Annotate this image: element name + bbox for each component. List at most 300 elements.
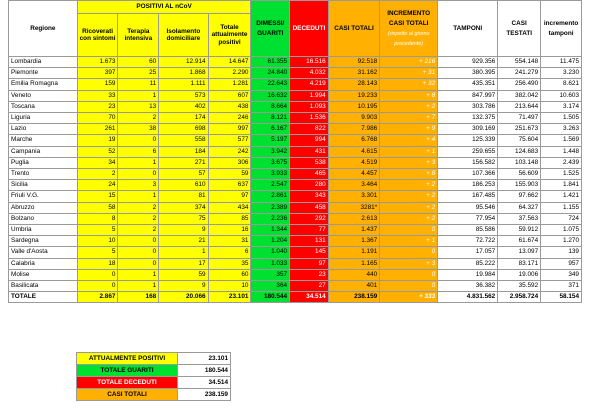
summary-label: TOTALE GUARITI	[77, 365, 178, 377]
cell-casi-totali: 10.195	[328, 101, 380, 112]
cell-casi-totali: 9.903	[328, 113, 380, 124]
table-row	[9, 135, 582, 146]
cell-regione: Abruzzo	[9, 202, 78, 213]
cell-regione: Toscana	[9, 101, 78, 112]
covid-regions-table	[8, 0, 582, 303]
table-body	[9, 57, 582, 303]
cell-ricoverati: 397	[77, 68, 118, 79]
header-incremento-casi	[380, 1, 438, 57]
cell-regione: Basilicata	[9, 281, 78, 292]
cell-casi-testati: 213.644	[498, 101, 541, 112]
cell-terapia: 0	[118, 135, 159, 146]
cell-deceduti: 27	[290, 281, 329, 292]
cell-incremento-casi: + 3	[380, 258, 438, 269]
cell-deceduti: 16.516	[290, 57, 329, 68]
cell-deceduti: 4.032	[290, 68, 329, 79]
cell-casi-totali: 238.159	[328, 292, 380, 303]
cell-terapia: 1	[118, 281, 159, 292]
cell-dimessi: 1.040	[251, 247, 290, 258]
cell-isolamento: 81	[159, 191, 208, 202]
cell-terapia: 1	[118, 269, 159, 280]
cell-deceduti: 23	[290, 269, 329, 280]
table-row	[9, 90, 582, 101]
cell-isolamento: 374	[159, 202, 208, 213]
cell-dimessi: 3.675	[251, 157, 290, 168]
cell-dimessi: 8.664	[251, 101, 290, 112]
cell-incremento-tamponi: 10.603	[541, 90, 582, 101]
cell-isolamento: 9	[159, 225, 208, 236]
cell-terapia: 6	[118, 146, 159, 157]
cell-isolamento: 21	[159, 236, 208, 247]
cell-casi-totali: 440	[328, 269, 380, 280]
cell-totale-positivi: 306	[208, 157, 251, 168]
summary-table	[76, 352, 231, 401]
cell-totale-positivi: 637	[208, 180, 251, 191]
cell-casi-testati: 35.592	[498, 281, 541, 292]
cell-deceduti: 458	[290, 202, 329, 213]
cell-tamponi: 125.339	[438, 135, 498, 146]
cell-casi-testati: 71.497	[498, 113, 541, 124]
cell-tamponi: 309.169	[438, 124, 498, 135]
cell-terapia: 168	[118, 292, 159, 303]
cell-incremento-tamponi: 724	[541, 213, 582, 224]
table-row	[9, 213, 582, 224]
cell-casi-testati: 83.171	[498, 258, 541, 269]
cell-dimessi: 364	[251, 281, 290, 292]
table-row	[9, 146, 582, 157]
cell-totale-positivi: 97	[208, 191, 251, 202]
cell-tamponi: 167.485	[438, 191, 498, 202]
cell-ricoverati: 18	[77, 258, 118, 269]
header-incremento-casi-label: INCREMENTO CASI TOTALI	[387, 9, 431, 27]
cell-casi-testati: 554.148	[498, 57, 541, 68]
cell-casi-testati: 155.903	[498, 180, 541, 191]
cell-regione: Lombardia	[9, 57, 78, 68]
cell-ricoverati: 58	[77, 202, 118, 213]
cell-incremento-casi: + 1	[380, 146, 438, 157]
table-row	[9, 247, 582, 258]
cell-ricoverati: 33	[77, 90, 118, 101]
header-casi-testati: CASI TESTATI	[498, 1, 541, 57]
cell-terapia: 1	[118, 90, 159, 101]
cell-incremento-tamponi: 349	[541, 269, 582, 280]
cell-deceduti: 77	[290, 225, 329, 236]
cell-regione: Emilia Romagna	[9, 79, 78, 90]
cell-incremento-tamponi: 1.505	[541, 113, 582, 124]
cell-deceduti: 431	[290, 146, 329, 157]
cell-ricoverati: 0	[77, 281, 118, 292]
cell-regione: Sicilia	[9, 180, 78, 191]
header-totale-positivi: Totale attualmente positivi	[208, 14, 251, 57]
cell-dimessi: 16.632	[251, 90, 290, 101]
cell-regione: Puglia	[9, 157, 78, 168]
cell-terapia: 2	[118, 225, 159, 236]
cell-incremento-casi: + 2	[380, 202, 438, 213]
cell-deceduti: 1.536	[290, 113, 329, 124]
table-row	[9, 169, 582, 180]
cell-incremento-tamponi: 1.569	[541, 135, 582, 146]
cell-isolamento: 1.111	[159, 79, 208, 90]
header-dimessi: DIMESSI/ GUARITI	[251, 1, 290, 57]
cell-regione: Trento	[9, 169, 78, 180]
cell-isolamento: 174	[159, 113, 208, 124]
cell-tamponi: 85.586	[438, 225, 498, 236]
cell-terapia: 0	[118, 247, 159, 258]
cell-deceduti: 34.514	[290, 292, 329, 303]
cell-regione: Sardegna	[9, 236, 78, 247]
cell-terapia: 2	[118, 213, 159, 224]
cell-incremento-tamponi: 3.230	[541, 68, 582, 79]
cell-incremento-casi: 0	[380, 269, 438, 280]
cell-ricoverati: 8	[77, 213, 118, 224]
cell-casi-totali: 31.162	[328, 68, 380, 79]
cell-deceduti: 145	[290, 247, 329, 258]
cell-casi-testati: 19.006	[498, 269, 541, 280]
cell-incremento-casi: + 31	[380, 68, 438, 79]
cell-incremento-casi: + 2	[380, 101, 438, 112]
cell-deceduti: 1.093	[290, 101, 329, 112]
cell-totale-positivi: 434	[208, 202, 251, 213]
summary-row	[77, 365, 231, 377]
cell-casi-testati: 75.604	[498, 135, 541, 146]
cell-incremento-tamponi: 1.841	[541, 180, 582, 191]
cell-isolamento: 59	[159, 269, 208, 280]
cell-totale-positivi: 6	[208, 247, 251, 258]
header-isolamento: Isolamento domiciliare	[159, 14, 208, 57]
cell-tamponi: 4.831.562	[438, 292, 498, 303]
cell-totale-positivi: 23.101	[208, 292, 251, 303]
cell-isolamento: 20.066	[159, 292, 208, 303]
cell-ricoverati: 5	[77, 247, 118, 258]
cell-ricoverati: 34	[77, 157, 118, 168]
cell-tamponi: 847.997	[438, 90, 498, 101]
cell-casi-totali: 4.519	[328, 157, 380, 168]
cell-incremento-casi: + 1	[380, 236, 438, 247]
summary-body	[77, 353, 231, 401]
cell-totale-positivi: 1.281	[208, 79, 251, 90]
cell-ricoverati: 23	[77, 101, 118, 112]
cell-ricoverati: 5	[77, 225, 118, 236]
cell-ricoverati: 2.867	[77, 292, 118, 303]
cell-casi-totali: 6.768	[328, 135, 380, 146]
cell-tamponi: 36.382	[438, 281, 498, 292]
cell-terapia: 0	[118, 236, 159, 247]
cell-tamponi: 156.582	[438, 157, 498, 168]
table-row	[9, 225, 582, 236]
cell-tamponi: 19.984	[438, 269, 498, 280]
cell-incremento-tamponi: 3.174	[541, 101, 582, 112]
cell-ricoverati: 1.673	[77, 57, 118, 68]
cell-totale-positivi: 242	[208, 146, 251, 157]
cell-isolamento: 558	[159, 135, 208, 146]
cell-incremento-tamponi: 1.270	[541, 236, 582, 247]
cell-ricoverati: 10	[77, 236, 118, 247]
cell-tamponi: 95.546	[438, 202, 498, 213]
cell-isolamento: 1	[159, 247, 208, 258]
cell-terapia: 1	[118, 191, 159, 202]
cell-terapia: 11	[118, 79, 159, 90]
cell-ricoverati: 70	[77, 113, 118, 124]
cell-terapia: 0	[118, 169, 159, 180]
table-row	[9, 202, 582, 213]
cell-casi-testati: 59.912	[498, 225, 541, 236]
cell-incremento-tamponi: 371	[541, 281, 582, 292]
cell-casi-totali: 3.464	[328, 180, 380, 191]
cell-totale-positivi: 997	[208, 124, 251, 135]
header-terapia: Terapia intensiva	[118, 14, 159, 57]
cell-deceduti: 131	[290, 236, 329, 247]
cell-casi-totali: 1.437	[328, 225, 380, 236]
cell-regione: Liguria	[9, 113, 78, 124]
cell-casi-testati: 64.327	[498, 202, 541, 213]
cell-tamponi: 85.222	[438, 258, 498, 269]
cell-tamponi: 107.366	[438, 169, 498, 180]
cell-tamponi: 435.351	[438, 79, 498, 90]
cell-casi-totali: 1.367	[328, 236, 380, 247]
cell-terapia: 2	[118, 202, 159, 213]
cell-dimessi: 8.121	[251, 113, 290, 124]
table-row	[9, 124, 582, 135]
summary-value: 180.544	[178, 365, 231, 377]
cell-regione: Lazio	[9, 124, 78, 135]
header-ricoverati: Ricoverati con sintomi	[77, 14, 118, 57]
table-row	[9, 191, 582, 202]
cell-ricoverati: 19	[77, 135, 118, 146]
table-row	[9, 68, 582, 79]
cell-tamponi: 186.253	[438, 180, 498, 191]
cell-dimessi: 2.547	[251, 180, 290, 191]
cell-terapia: 1	[118, 157, 159, 168]
cell-casi-totali: 1.191	[328, 247, 380, 258]
cell-totale-positivi: 60	[208, 269, 251, 280]
cell-totale-positivi: 31	[208, 236, 251, 247]
cell-terapia: 0	[118, 258, 159, 269]
cell-regione: Friuli V.G.	[9, 191, 78, 202]
cell-incremento-tamponi: 1.448	[541, 146, 582, 157]
total-row	[9, 292, 582, 303]
cell-regione: Marche	[9, 135, 78, 146]
cell-casi-testati: 61.674	[498, 236, 541, 247]
cell-casi-testati: 382.042	[498, 90, 541, 101]
cell-terapia: 2	[118, 113, 159, 124]
header-casi-totali: CASI TOTALI	[328, 1, 380, 57]
cell-casi-totali: 401	[328, 281, 380, 292]
cell-isolamento: 12.914	[159, 57, 208, 68]
cell-casi-testati: 256.490	[498, 79, 541, 90]
cell-tamponi: 132.375	[438, 113, 498, 124]
cell-deceduti: 4.219	[290, 79, 329, 90]
cell-ricoverati: 0	[77, 269, 118, 280]
cell-totale-positivi: 577	[208, 135, 251, 146]
cell-dimessi: 1.204	[251, 236, 290, 247]
cell-tamponi: 929.356	[438, 57, 498, 68]
cell-tamponi: 259.655	[438, 146, 498, 157]
cell-dimessi: 357	[251, 269, 290, 280]
cell-incremento-casi: + 216	[380, 57, 438, 68]
cell-isolamento: 75	[159, 213, 208, 224]
cell-deceduti: 280	[290, 180, 329, 191]
cell-isolamento: 402	[159, 101, 208, 112]
cell-deceduti: 994	[290, 135, 329, 146]
summary-row	[77, 353, 231, 365]
cell-incremento-casi: + 2	[380, 180, 438, 191]
cell-dimessi: 3.942	[251, 146, 290, 157]
cell-incremento-tamponi: 1.155	[541, 202, 582, 213]
cell-regione: Veneto	[9, 90, 78, 101]
cell-regione: Campania	[9, 146, 78, 157]
header-positivi-group: POSITIVI AL nCoV	[77, 1, 251, 14]
table-row	[9, 281, 582, 292]
cell-incremento-casi: + 7	[380, 113, 438, 124]
cell-isolamento: 698	[159, 124, 208, 135]
cell-totale-positivi: 59	[208, 169, 251, 180]
header-incremento-tamponi: incremento tamponi	[541, 1, 582, 57]
header-tamponi: TAMPONI	[438, 1, 498, 57]
cell-terapia: 60	[118, 57, 159, 68]
cell-tamponi: 303.786	[438, 101, 498, 112]
cell-tamponi: 77.954	[438, 213, 498, 224]
cell-deceduti: 97	[290, 258, 329, 269]
cell-incremento-tamponi: 139	[541, 247, 582, 258]
cell-incremento-casi: + 4	[380, 135, 438, 146]
summary-label: TOTALE DECEDUTI	[77, 377, 178, 389]
cell-deceduti: 822	[290, 124, 329, 135]
cell-incremento-casi: 0	[380, 247, 438, 258]
cell-terapia: 38	[118, 124, 159, 135]
cell-casi-testati: 251.673	[498, 124, 541, 135]
cell-deceduti: 465	[290, 169, 329, 180]
cell-totale-positivi: 35	[208, 258, 251, 269]
cell-isolamento: 57	[159, 169, 208, 180]
cell-incremento-casi: + 8	[380, 90, 438, 101]
cell-deceduti: 343	[290, 191, 329, 202]
cell-regione: Calabria	[9, 258, 78, 269]
cell-casi-totali: 3281*	[328, 202, 380, 213]
cell-dimessi: 1.033	[251, 258, 290, 269]
cell-totale-positivi: 14.647	[208, 57, 251, 68]
cell-dimessi: 61.355	[251, 57, 290, 68]
cell-isolamento: 9	[159, 281, 208, 292]
cell-incremento-casi: + 9	[380, 124, 438, 135]
table-row	[9, 101, 582, 112]
cell-casi-testati: 97.662	[498, 191, 541, 202]
cell-deceduti: 538	[290, 157, 329, 168]
cell-casi-testati: 124.683	[498, 146, 541, 157]
cell-incremento-casi: + 333	[380, 292, 438, 303]
cell-regione: Molise	[9, 269, 78, 280]
cell-isolamento: 610	[159, 180, 208, 191]
cell-ricoverati: 15	[77, 191, 118, 202]
summary-value: 23.101	[178, 353, 231, 365]
cell-incremento-tamponi: 1.075	[541, 225, 582, 236]
cell-incremento-tamponi: 2.439	[541, 157, 582, 168]
cell-regione: Valle d'Aosta	[9, 247, 78, 258]
cell-totale-positivi: 10	[208, 281, 251, 292]
cell-tamponi: 72.722	[438, 236, 498, 247]
cell-ricoverati: 159	[77, 79, 118, 90]
cell-incremento-casi: + 2	[380, 213, 438, 224]
cell-casi-totali: 7.986	[328, 124, 380, 135]
cell-terapia: 13	[118, 101, 159, 112]
cell-dimessi: 1.344	[251, 225, 290, 236]
cell-casi-totali: 19.233	[328, 90, 380, 101]
cell-ricoverati: 24	[77, 180, 118, 191]
cell-isolamento: 184	[159, 146, 208, 157]
cell-regione: Umbria	[9, 225, 78, 236]
cell-ricoverati: 261	[77, 124, 118, 135]
table-row	[9, 79, 582, 90]
header-incremento-casi-sub: (rispetto al giorno precedente)	[387, 30, 430, 47]
cell-casi-totali: 4.615	[328, 146, 380, 157]
cell-incremento-casi: + 8	[380, 169, 438, 180]
cell-regione: Bolzano	[9, 213, 78, 224]
cell-isolamento: 17	[159, 258, 208, 269]
cell-casi-totali: 2.613	[328, 213, 380, 224]
cell-incremento-casi: + 3	[380, 157, 438, 168]
cell-dimessi: 2.389	[251, 202, 290, 213]
cell-casi-testati: 241.279	[498, 68, 541, 79]
cell-isolamento: 271	[159, 157, 208, 168]
cell-dimessi: 180.544	[251, 292, 290, 303]
table-row	[9, 269, 582, 280]
cell-casi-testati: 2.958.724	[498, 292, 541, 303]
cell-incremento-tamponi: 1.421	[541, 191, 582, 202]
cell-tamponi: 380.395	[438, 68, 498, 79]
table-row	[9, 57, 582, 68]
summary-value: 238.159	[178, 389, 231, 401]
cell-casi-totali: 92.518	[328, 57, 380, 68]
cell-isolamento: 1.868	[159, 68, 208, 79]
table-row	[9, 113, 582, 124]
summary-value: 34.514	[178, 377, 231, 389]
cell-totale-positivi: 2.290	[208, 68, 251, 79]
cell-totale-positivi: 438	[208, 101, 251, 112]
cell-totale-positivi: 85	[208, 213, 251, 224]
cell-terapia: 25	[118, 68, 159, 79]
cell-dimessi: 22.643	[251, 79, 290, 90]
cell-incremento-casi: 0	[380, 225, 438, 236]
cell-dimessi: 3.933	[251, 169, 290, 180]
cell-ricoverati: 52	[77, 146, 118, 157]
cell-casi-testati: 103.148	[498, 157, 541, 168]
header-deceduti: DECEDUTI	[290, 1, 329, 57]
cell-casi-testati: 13.097	[498, 247, 541, 258]
cell-incremento-tamponi: 8.621	[541, 79, 582, 90]
cell-incremento-tamponi: 3.263	[541, 124, 582, 135]
table-row	[9, 180, 582, 191]
cell-incremento-casi: 0	[380, 281, 438, 292]
cell-totale-positivi: 246	[208, 113, 251, 124]
cell-casi-totali: 1.165	[328, 258, 380, 269]
summary-row	[77, 389, 231, 401]
cell-terapia: 3	[118, 180, 159, 191]
cell-tamponi: 17.057	[438, 247, 498, 258]
cell-isolamento: 573	[159, 90, 208, 101]
cell-deceduti: 292	[290, 213, 329, 224]
cell-incremento-casi: + 2	[380, 191, 438, 202]
cell-casi-totali: 28.143	[328, 79, 380, 90]
cell-dimessi: 2.861	[251, 191, 290, 202]
cell-regione: Piemonte	[9, 68, 78, 79]
table-row	[9, 258, 582, 269]
summary-label: CASI TOTALI	[77, 389, 178, 401]
cell-casi-testati: 37.563	[498, 213, 541, 224]
cell-incremento-tamponi: 11.475	[541, 57, 582, 68]
summary-label: ATTUALMENTE POSITIVI	[77, 353, 178, 365]
cell-totale-positivi: 607	[208, 90, 251, 101]
cell-regione: TOTALE	[9, 292, 78, 303]
cell-incremento-tamponi: 957	[541, 258, 582, 269]
